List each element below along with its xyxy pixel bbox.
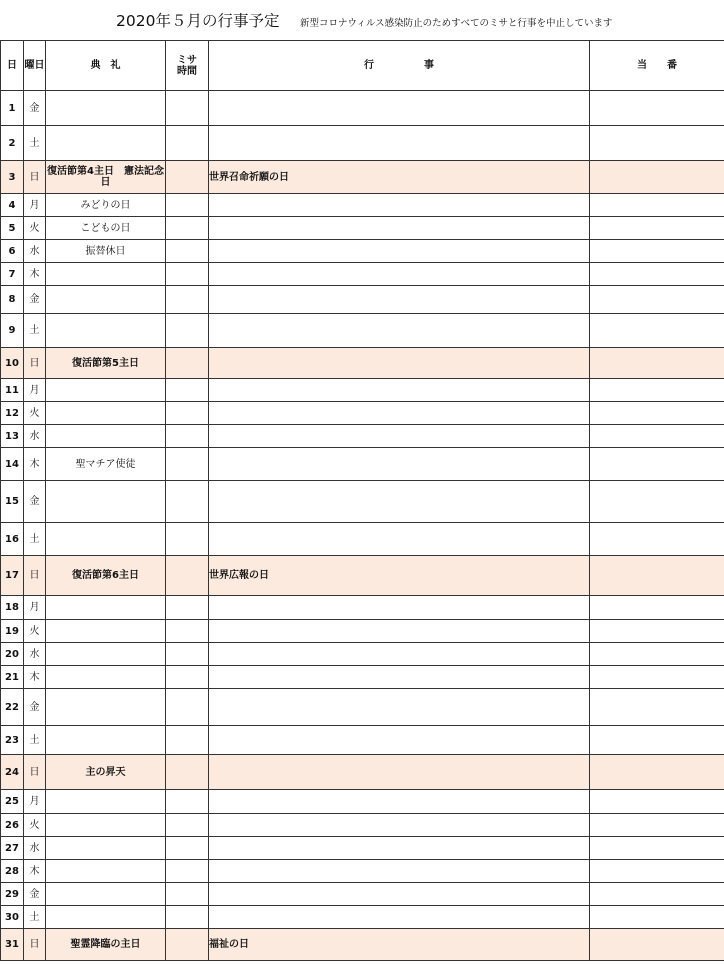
events-cell: 世界召命祈願の日 [209,161,590,194]
mass-time-cell [166,314,209,348]
table-row [1,790,724,814]
day-cell: 20 [1,643,24,666]
rite-cell [46,620,166,643]
mass-time-cell [166,929,209,961]
mass-time-cell [166,194,209,217]
table-row [1,314,724,348]
duty-cell [590,448,724,481]
rite-cell [46,837,166,860]
weekday-cell: 土 [24,126,46,161]
table-row [1,929,724,961]
events-cell [209,91,590,126]
rite-cell: 主の昇天 [46,755,166,790]
table-row [1,523,724,556]
mass-time-cell [166,91,209,126]
weekday-cell: 水 [24,425,46,448]
weekday-cell: 金 [24,883,46,906]
duty-cell [590,161,724,194]
day-cell: 18 [1,596,24,620]
rite-cell: 振替休日 [46,240,166,263]
rite-cell [46,425,166,448]
events-cell [209,689,590,726]
mass-time-cell [166,402,209,425]
day-cell: 11 [1,379,24,402]
table-row [1,263,724,286]
day-cell: 14 [1,448,24,481]
duty-cell [590,240,724,263]
column-header-events: 行 事 [209,41,590,91]
table-row [1,556,724,596]
table-row [1,286,724,314]
schedule-table [0,40,724,961]
weekday-cell: 金 [24,481,46,523]
table-row [1,194,724,217]
weekday-cell: 水 [24,837,46,860]
table-row [1,666,724,689]
table-row [1,883,724,906]
day-cell: 17 [1,556,24,596]
rite-cell [46,883,166,906]
rite-cell [46,481,166,523]
cancellation-notice: 新型コロナウィルス感染防止のためすべてのミサと行事を中止しています [300,18,613,29]
events-cell [209,906,590,929]
mass-time-cell [166,666,209,689]
weekday-cell: 金 [24,689,46,726]
day-cell: 15 [1,481,24,523]
rite-cell [46,643,166,666]
table-row [1,348,724,379]
mass-time-cell [166,726,209,755]
duty-cell [590,523,724,556]
mass-time-cell [166,348,209,379]
weekday-cell: 月 [24,596,46,620]
table-row [1,425,724,448]
page-header [0,0,724,40]
day-cell: 19 [1,620,24,643]
rite-cell: 復活節第6主日 [46,556,166,596]
rite-cell [46,726,166,755]
table-row [1,126,724,161]
weekday-cell: 土 [24,906,46,929]
rite-cell [46,906,166,929]
events-cell [209,286,590,314]
day-cell: 6 [1,240,24,263]
weekday-cell: 水 [24,240,46,263]
rite-cell [46,314,166,348]
rite-cell: 復活節第4主日 憲法記念日 [46,161,166,194]
mass-time-cell [166,263,209,286]
day-cell: 21 [1,666,24,689]
events-cell [209,263,590,286]
column-header-mass-time: ミサ 時間 [166,41,209,91]
mass-time-cell [166,286,209,314]
mass-time-cell [166,379,209,402]
events-cell [209,402,590,425]
rite-cell [46,286,166,314]
weekday-cell: 水 [24,643,46,666]
mass-time-cell [166,596,209,620]
table-row [1,643,724,666]
weekday-cell: 土 [24,726,46,755]
day-cell: 26 [1,814,24,837]
events-cell [209,379,590,402]
day-cell: 31 [1,929,24,961]
duty-cell [590,860,724,883]
mass-time-cell [166,689,209,726]
table-row [1,837,724,860]
day-cell: 10 [1,348,24,379]
duty-cell [590,217,724,240]
weekday-cell: 木 [24,263,46,286]
mass-time-cell [166,523,209,556]
events-cell [209,481,590,523]
rite-cell [46,523,166,556]
duty-cell [590,755,724,790]
rite-cell [46,666,166,689]
events-cell [209,596,590,620]
column-header-rite: 典 礼 [46,41,166,91]
table-row [1,596,724,620]
weekday-cell: 日 [24,556,46,596]
rite-cell [46,126,166,161]
table-row [1,620,724,643]
events-cell [209,837,590,860]
duty-cell [590,929,724,961]
weekday-cell: 日 [24,929,46,961]
day-cell: 1 [1,91,24,126]
weekday-cell: 木 [24,666,46,689]
table-row [1,240,724,263]
day-cell: 29 [1,883,24,906]
day-cell: 13 [1,425,24,448]
events-cell [209,126,590,161]
rite-cell: こどもの日 [46,217,166,240]
rite-cell [46,402,166,425]
weekday-cell: 火 [24,217,46,240]
duty-cell [590,314,724,348]
day-cell: 28 [1,860,24,883]
rite-cell: 聖マチア使徒 [46,448,166,481]
events-cell [209,314,590,348]
day-cell: 27 [1,837,24,860]
events-cell [209,448,590,481]
weekday-cell: 日 [24,755,46,790]
duty-cell [590,263,724,286]
duty-cell [590,348,724,379]
events-cell [209,726,590,755]
events-cell [209,860,590,883]
table-row [1,906,724,929]
weekday-cell: 月 [24,379,46,402]
day-cell: 3 [1,161,24,194]
duty-cell [590,726,724,755]
rite-cell [46,790,166,814]
mass-time-cell [166,906,209,929]
mass-time-cell [166,481,209,523]
day-cell: 22 [1,689,24,726]
table-row [1,448,724,481]
events-cell [209,425,590,448]
duty-cell [590,194,724,217]
day-cell: 24 [1,755,24,790]
weekday-cell: 日 [24,161,46,194]
day-cell: 2 [1,126,24,161]
weekday-cell: 日 [24,348,46,379]
table-row [1,91,724,126]
mass-time-cell [166,161,209,194]
weekday-cell: 土 [24,523,46,556]
duty-cell [590,906,724,929]
table-row [1,379,724,402]
weekday-cell: 土 [24,314,46,348]
events-cell: 世界広報の日 [209,556,590,596]
duty-cell [590,425,724,448]
mass-time-cell [166,448,209,481]
mass-time-cell [166,643,209,666]
rite-cell: みどりの日 [46,194,166,217]
weekday-cell: 木 [24,860,46,883]
mass-time-cell [166,790,209,814]
day-cell: 7 [1,263,24,286]
duty-cell [590,790,724,814]
mass-time-cell [166,860,209,883]
header-row [1,41,724,91]
duty-cell [590,126,724,161]
table-row [1,689,724,726]
weekday-cell: 木 [24,448,46,481]
table-row [1,860,724,883]
day-cell: 12 [1,402,24,425]
table-row [1,161,724,194]
duty-cell [590,689,724,726]
mass-time-cell [166,837,209,860]
column-header-duty: 当 番 [590,41,724,91]
events-cell [209,755,590,790]
duty-cell [590,883,724,906]
day-cell: 5 [1,217,24,240]
events-cell [209,666,590,689]
duty-cell [590,643,724,666]
mass-time-cell [166,755,209,790]
day-cell: 8 [1,286,24,314]
events-cell [209,194,590,217]
events-cell [209,643,590,666]
mass-time-cell [166,425,209,448]
duty-cell [590,666,724,689]
day-cell: 30 [1,906,24,929]
weekday-cell: 月 [24,790,46,814]
events-cell [209,883,590,906]
mass-time-cell [166,217,209,240]
day-cell: 16 [1,523,24,556]
events-cell [209,348,590,379]
table-row [1,814,724,837]
duty-cell [590,286,724,314]
table-row [1,481,724,523]
events-cell [209,620,590,643]
table-row [1,402,724,425]
weekday-cell: 月 [24,194,46,217]
day-cell: 25 [1,790,24,814]
mass-time-cell [166,620,209,643]
duty-cell [590,596,724,620]
mass-time-cell [166,556,209,596]
column-header-day: 日 [1,41,24,91]
rite-cell [46,91,166,126]
weekday-cell: 火 [24,620,46,643]
rite-cell: 聖霊降臨の主日 [46,929,166,961]
duty-cell [590,620,724,643]
day-cell: 23 [1,726,24,755]
rite-cell [46,596,166,620]
table-row [1,755,724,790]
mass-time-cell [166,883,209,906]
rite-cell [46,689,166,726]
rite-cell: 復活節第5主日 [46,348,166,379]
page-title: 2020年５月の行事予定 [116,12,280,30]
rite-cell [46,379,166,402]
duty-cell [590,556,724,596]
rite-cell [46,814,166,837]
rite-cell [46,860,166,883]
rite-cell [46,263,166,286]
weekday-cell: 金 [24,91,46,126]
duty-cell [590,837,724,860]
events-cell [209,217,590,240]
mass-time-cell [166,814,209,837]
events-cell [209,240,590,263]
weekday-cell: 火 [24,814,46,837]
weekday-cell: 金 [24,286,46,314]
duty-cell [590,379,724,402]
column-header-weekday: 曜日 [24,41,46,91]
weekday-cell: 火 [24,402,46,425]
duty-cell [590,402,724,425]
duty-cell [590,481,724,523]
events-cell [209,523,590,556]
events-cell [209,790,590,814]
day-cell: 9 [1,314,24,348]
events-cell [209,814,590,837]
mass-time-cell [166,240,209,263]
events-cell: 福祉の日 [209,929,590,961]
duty-cell [590,91,724,126]
mass-time-cell [166,126,209,161]
day-cell: 4 [1,194,24,217]
table-row [1,726,724,755]
table-row [1,217,724,240]
duty-cell [590,814,724,837]
